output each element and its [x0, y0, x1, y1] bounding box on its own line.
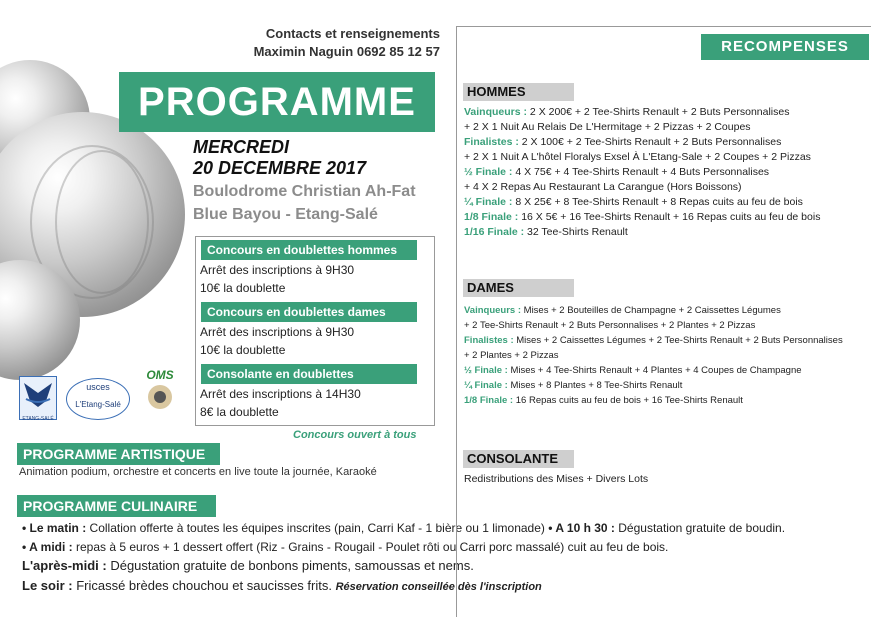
contacts-name-phone: Maximin Naguin 0692 85 12 57 — [253, 44, 440, 59]
prize-line — [464, 181, 742, 193]
prize-text: 32 Tee-Shirts Renault — [524, 226, 628, 238]
concours-hommes-title: Concours en doublettes hommes — [201, 240, 417, 260]
oms-logo-text: OMS — [146, 368, 174, 382]
contacts-block — [220, 25, 440, 61]
prize-text: + 2 X 1 Nuit A L'hôtel Floralys Exsel À L'Etang-Sale + 2 Coupes + 2 Pizzas — [464, 151, 811, 163]
prize-round-label: ¼ Finale : — [464, 380, 508, 391]
prize-text: Mises + 8 Plantes + 8 Tee-Shirts Renault — [507, 380, 683, 391]
matin-label: • Le matin : — [22, 521, 87, 535]
oms-logo — [140, 368, 180, 418]
usces-logo-top: usces — [86, 382, 110, 392]
apres-text: Dégustation gratuite de bonbons piments, samoussas et nems. — [106, 558, 474, 573]
prize-line — [464, 226, 628, 238]
prize-round-label: 1/8 Finale : — [464, 211, 519, 223]
prize-round-label: ½ Finale : — [464, 166, 513, 178]
prize-line — [464, 151, 811, 163]
prize-round-label: Vainqueurs : — [464, 106, 528, 118]
prize-round-label: Vainqueurs : — [464, 305, 522, 316]
contacts-title: Contacts et renseignements — [265, 26, 440, 41]
recompenses-title: RECOMPENSES — [701, 34, 869, 60]
h1030-text: Dégustation gratuite de boudin. — [614, 521, 786, 535]
prize-line — [464, 395, 743, 406]
apres-label: L'après-midi : — [22, 558, 107, 573]
prize-line — [464, 121, 751, 133]
programme-title: PROGRAMME — [119, 72, 435, 132]
event-day: MERCREDI — [193, 137, 290, 157]
usces-logo-bottom: L'Etang-Salé — [75, 400, 121, 409]
concours-dames-price: 10€ la doublette — [200, 343, 286, 357]
venue-line-2: Blue Bayou - Etang-Salé — [193, 206, 378, 223]
concours-dames-title: Concours en doublettes dames — [201, 302, 417, 322]
prize-text: 4 X 75€ + 4 Tee-Shirts Renault + 4 Buts Personnalises — [512, 166, 770, 178]
midi-label: • A midi : — [22, 540, 73, 554]
prize-line — [464, 365, 802, 376]
consolante-prize-title: CONSOLANTE — [463, 450, 574, 468]
h1030-label: • A 10 h 30 : — [548, 521, 615, 535]
prize-line — [464, 196, 803, 208]
prize-line — [464, 166, 769, 178]
prize-text: 2 X 200€ + 2 Tee-Shirts Renault + 2 Buts Personnalises — [527, 106, 790, 118]
soir-label: Le soir : — [22, 578, 73, 593]
prize-text: 8 X 25€ + 8 Tee-Shirts Renault + 8 Repas cuits au feu de bois — [512, 196, 803, 208]
concours-hommes-price: 10€ la doublette — [200, 281, 286, 295]
prize-round-label: Finalistes : — [464, 136, 519, 148]
prize-text: Mises + 2 Bouteilles de Champagne + 2 Caissettes Légumes — [521, 305, 781, 316]
matin-text: Collation offerte à toutes les équipes inscrites (pain, Carri Kaf - 1 bière ou 1 limonade) — [86, 521, 549, 535]
usces-logo — [66, 378, 130, 420]
artistique-title: PROGRAMME ARTISTIQUE — [17, 443, 220, 465]
soir-text: Fricassé brèdes chouchou et saucisses frits. — [72, 578, 336, 593]
prize-round-label: 1/16 Finale : — [464, 226, 525, 238]
prize-line — [464, 106, 789, 118]
concours-open-note: Concours ouvert à tous — [293, 429, 417, 441]
prize-line — [464, 320, 755, 331]
prize-text: 16 X 5€ + 16 Tee-Shirts Renault + 16 Repas cuits au feu de bois — [518, 211, 821, 223]
midi-text: repas à 5 euros + 1 dessert offert (Riz - Grains - Rougail - Poulet rôti ou Carri porc massalé) cuit au feu de bois. — [72, 540, 669, 554]
prize-round-label: ¼ Finale : — [464, 196, 513, 208]
consolante-deadline: Arrêt des inscriptions à 14H30 — [200, 387, 361, 401]
prize-line — [464, 305, 781, 316]
prize-text: 2 X 100€ + 2 Tee-Shirts Renault + 2 Buts Personnalises — [518, 136, 782, 148]
ville-crest-text: ETANG-SALÉ — [22, 416, 54, 422]
prize-line — [464, 380, 682, 391]
consolante-title: Consolante en doublettes — [201, 364, 417, 384]
prize-line — [464, 211, 820, 223]
soir-note: Réservation conseillée dès l'inscription — [335, 581, 542, 593]
prize-text: Mises + 4 Tee-Shirts Renault + 4 Plantes + 4 Coupes de Champagne — [507, 365, 802, 376]
concours-hommes-deadline: Arrêt des inscriptions à 9H30 — [200, 263, 355, 277]
consolante-price: 8€ la doublette — [200, 405, 279, 419]
venue-line-1: Boulodrome Christian Ah-Fat — [193, 183, 416, 200]
prize-text: + 2 Plantes + 2 Pizzas — [464, 350, 559, 361]
prize-round-label: 1/8 Finale : — [464, 395, 514, 406]
prize-line — [464, 335, 843, 346]
hommes-title: HOMMES — [463, 83, 574, 101]
dames-title: DAMES — [463, 279, 574, 297]
prize-text: 16 Repas cuits au feu de bois + 16 Tee-Shirts Renault — [513, 395, 743, 406]
prize-round-label: Finalistes : — [464, 335, 514, 346]
ville-crest-logo — [19, 376, 57, 420]
prize-line — [464, 350, 559, 361]
prize-text: + 2 X 1 Nuit Au Relais De L'Hermitage + 2 Pizzas + 2 Coupes — [464, 121, 751, 133]
event-date: 20 DECEMBRE 2017 — [193, 158, 367, 178]
prize-round-label: ½ Finale : — [464, 365, 508, 376]
prize-line — [464, 136, 781, 148]
consolante-prize-text: Redistributions des Mises + Divers Lots — [464, 473, 649, 485]
prize-text: + 4 X 2 Repas Au Restaurant La Carangue (Hors Boissons) — [464, 181, 742, 193]
prize-text: Mises + 2 Caissettes Légumes + 2 Tee-Shirts Renault + 2 Buts Personnalises — [513, 335, 843, 346]
culinaire-title: PROGRAMME CULINAIRE — [17, 495, 216, 517]
culinaire-apres-midi — [22, 558, 474, 573]
concours-dames-deadline: Arrêt des inscriptions à 9H30 — [200, 325, 355, 339]
artistique-text: Animation podium, orchestre et concerts en live toute la journée, Karaoké — [19, 466, 377, 478]
prize-text: + 2 Tee-Shirts Renault + 2 Buts Personnalises + 2 Plantes + 2 Pizzas — [464, 320, 756, 331]
